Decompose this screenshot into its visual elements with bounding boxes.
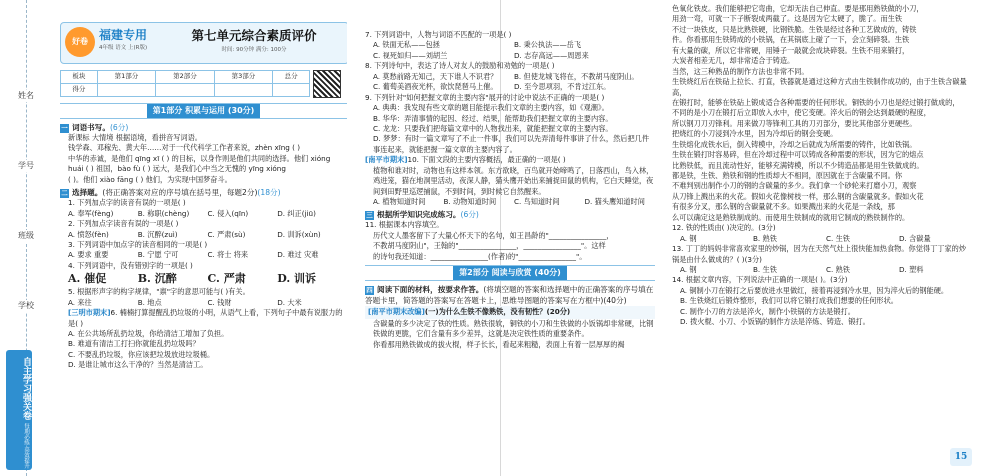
passage-line: 不难判别出制作小刀的钢的含碳量的多少。我们拿一个砂轮来打磨小刀，观察 [672, 181, 917, 191]
option[interactable]: C. 鸟知道时间 [514, 197, 560, 206]
score-cell: 得分 [61, 84, 98, 97]
option[interactable]: B. 沉醉(zuì) [137, 229, 178, 239]
options [60, 230, 347, 240]
section-3-title: 三 根据所学知识完成练习。(6分) [366, 210, 479, 220]
passage-line: 有很多分叉，那么钢的含碳量就不多。如果溅出来的火花是一条线，那 [672, 202, 895, 212]
option[interactable]: C. 将士 将来 [207, 250, 249, 260]
paper-title: 第七单元综合素质评价 [191, 28, 317, 43]
s1-line: 中华的赤诚，是他们 qīng xī ( ) 的目标，以身作则是他们共同的选择。他们 xióng [68, 153, 331, 163]
options [60, 209, 347, 219]
option[interactable]: C. 侵入(qīn) [207, 208, 249, 218]
option[interactable]: A. 来往 [68, 297, 92, 307]
option[interactable]: D. 纠正(jiū) [277, 208, 316, 218]
option[interactable]: C. 视死如归——刘胡兰 [373, 50, 448, 60]
option[interactable]: A. 典典：我发现有些文章的题目能提示我们文章的主要内容，如《观潮》。 [373, 103, 609, 113]
passage-line: 件。你看那用生铁铸成的小铁锅，在其锅底上碰了一下，会立刻碎裂。生铁 [672, 35, 910, 45]
option[interactable]: D. 拨火棍、小刀、小饭锅的制作方法是淬炼、铸造、锻打。 [680, 317, 870, 327]
score-cell: 第2部分 [156, 71, 214, 84]
option[interactable]: B. 动物知道时间 [443, 197, 497, 206]
option[interactable]: C. 葡萄美酒夜光杯，欲饮琵琶马上催。 [373, 82, 498, 92]
option[interactable]: C. 严肃 [207, 272, 246, 286]
school-label: 学校 [18, 301, 34, 310]
question: 13. 丁丁的妈妈非常喜欢家里的炒锅，因为在天然气灶上很快能加热食物。你觉得丁丁家的炒锅是由什么做成的？( )(3分) [672, 244, 967, 264]
option[interactable]: C. 龙龙：只要我们把每篇文章中的人物找出来，就能把握文章的主要内容。 [373, 123, 613, 133]
score-cell: 总分 [273, 71, 310, 84]
question: 9. 下列针对"如何把握文章的主要内容"展开的讨论中说法不正确的一项是( ) [365, 92, 605, 102]
option[interactable]: D. 志存高远——周恩来 [514, 50, 589, 60]
option[interactable]: D. 是谁让城市这么干净的？当然是清洁工。 [68, 360, 208, 370]
fill-line[interactable]: 不教胡马度阴山"，王翰的"________________，________________"。这样 [373, 241, 606, 251]
option[interactable]: D. 塑料 [899, 264, 924, 274]
score-table [60, 70, 310, 97]
passage-line: 么可以确定这是熟铁制成的。而使用生铁制成的就用它制成的熟铁制作的。 [672, 212, 910, 222]
options [60, 298, 347, 308]
passage-line: 比熟铁低，而且流动性好，能够充满铸模，所以不少铸造品都是用生铁做成的。 [672, 160, 924, 170]
option[interactable]: C. 熟铁 [826, 264, 850, 274]
questions-block [672, 223, 972, 327]
name-label: 姓名 [18, 91, 34, 100]
passage-line: 用劲一弯，可就一下子断裂成两截了。这是因为它太硬了，脆了。而生铁 [672, 14, 903, 24]
source-tag: [三明市期末] [68, 308, 111, 318]
option[interactable]: B. 华华：弄清事情的起因、经过、结果，能帮助我们把握文章的主要内容。 [373, 113, 613, 123]
section-2-title: 二 选择题。(将正确答案对应的序号填在括号里，每题2分)(18分) [61, 188, 281, 198]
part1-label: 第1部分 积累与运用 (30分) [147, 104, 261, 118]
passage: 你看那用熟铁做成的拔火棍，样子长长，看起来粗糙，表面上有着一层厚厚的褐 [373, 339, 625, 349]
score-input[interactable] [273, 84, 310, 97]
page-number: 15 [950, 448, 972, 466]
score-input[interactable] [156, 84, 214, 97]
option[interactable]: D. 含碳量 [899, 233, 931, 243]
section-1-title: 一 词语书写。(6分) [61, 123, 129, 132]
stamp-main: 自主学习强关卷 [21, 357, 31, 421]
option[interactable]: A. 莫愁前路无知己，天下谁人不识君？ [373, 71, 498, 81]
score-header-row [61, 71, 310, 84]
options [60, 250, 347, 260]
question: 7. 下列词语中，人物与词语不匹配的一项是( ) [365, 30, 512, 39]
option[interactable]: D. 猫头鹰知道时间 [584, 197, 645, 206]
passage-line: 生铁熔化成铁水后，倒入铸模中，冷却之后就成为所需要的铸件，比如铁锅。 [672, 139, 917, 149]
binding-strip [0, 0, 56, 476]
passage-line: 都是铁，生铁、熟铁和钢的性质却大不相同，原因就在于含碳量不同。你 [672, 171, 903, 180]
student-id-label: 学号 [18, 161, 34, 170]
question: 3. 下列词语中加点字的读音相同的一项是( ) [68, 239, 208, 249]
paper-meta: 时间: 90分钟 满分: 100分 [221, 47, 287, 53]
series-stamp [6, 350, 32, 470]
option[interactable]: B. 熟铁 [753, 233, 777, 243]
option[interactable]: C. 制作小刀的方法是淬火，制作小铁锅的方法是锻打。 [680, 306, 855, 316]
left-page [60, 0, 347, 476]
passage: 含碳量的多少决定了铁的性质。熟铁很软，铜铁的小刀和生铁做的小饭锅却非常硬，比钢铁做的更脆，它们含量有多少差异，这就是决定铁性质的重要条件。 [373, 318, 654, 339]
option[interactable]: D. 训诉(xùn) [277, 229, 321, 239]
score-cell: 第1部分 [97, 71, 155, 84]
passage-line: 色氧化铁皮。我们能够把它弯曲，它却无法自己伸直。要是那用熟铁做的小刀， [672, 4, 924, 13]
passage-line: 大炭者相差无几，却非常适合于铸造。 [672, 56, 795, 66]
options [672, 265, 972, 275]
stamp-sub: 每期必练·高效提升 [23, 423, 29, 469]
question: 1. 下列加点字的读音有误的一项是( ) [68, 198, 186, 208]
passage-line: 把烧红的小刀浸到冷水里，因为冷却后的钢会变硬。 [672, 129, 838, 139]
passage-line: 所以钢刀刀刃锋利。用来做刀等锋利工具的刀刃部分，要比其他部分更硬些。 [672, 118, 917, 128]
option[interactable]: A. 要求 重要 [68, 250, 109, 260]
part2-label: 第2部分 阅读与欣赏 (40分) [453, 266, 567, 280]
options [365, 197, 655, 207]
part2-banner [365, 265, 655, 281]
option[interactable]: A. 奉军(fèng) [68, 208, 114, 218]
question: 5. 根据形声字的构字规律，"禀"字的意思可能与( )有关。 [68, 287, 250, 297]
option[interactable]: B. 生铁 [753, 264, 777, 274]
option[interactable]: B. 秉公执法——岳飞 [514, 40, 582, 50]
middle-column [365, 0, 655, 476]
option[interactable]: A. 钢 [680, 264, 697, 274]
score-value-row [61, 84, 310, 97]
option[interactable]: C. 生铁 [826, 233, 850, 243]
passage-line: 不同的是小刀在锻打后立即放入水中，使它变硬。淬火后的钢会达到最硬的程度， [672, 108, 931, 118]
s1-line: 钱学森、邓稼先、黄大年……对于一代代科学工作者来说，zhèn xīng ( ) [68, 143, 301, 153]
source-tag: [南平市期末改编] [368, 307, 425, 317]
option[interactable]: D. 至今思项羽，不肯过江东。 [514, 82, 611, 92]
option[interactable]: B. 沉醉 [137, 272, 177, 286]
option[interactable]: D. 大米 [277, 297, 302, 307]
s1-line: huái ( ) 祖国，bào fù ( ) 远大，是我们心中当之无愧的 yīng xióng [68, 164, 286, 174]
option[interactable]: A. 催促 [68, 272, 107, 286]
fill-line[interactable]: 的诗句我还知道：________________(作者)的"________________"。 [373, 251, 587, 261]
section-4-title: 四 阅读下面的材料，按要求作答。(将填空题的答案和选择题中的正确答案的序号填在答题卡里，简答题的答案写在答题卡上，思维导图题的答案写在方框中)(40分) [365, 285, 654, 306]
option[interactable]: B. 生铁烧红后锻炸整形，我们可以将它锻打成我们想要的任何形状。 [680, 296, 898, 306]
question: 12. 铁的性质由( )决定的。(3分) [672, 223, 776, 233]
option[interactable]: B. 宁愿 宁可 [137, 250, 179, 260]
part1-banner [60, 103, 347, 119]
options [365, 72, 655, 93]
s1-line: ( )。他们 xiào fāng ( ) 他们，为实现中国梦奋斗。 [68, 174, 232, 184]
option[interactable]: A. 植物知道时间 [373, 197, 426, 206]
class-label: 班级 [18, 231, 34, 240]
score-input[interactable] [97, 84, 155, 97]
option[interactable]: C. 不要乱扔垃圾，你应该把垃圾放进垃圾桶。 [68, 349, 215, 359]
grade-subject: 4年级 语文 上(R版) [99, 45, 148, 51]
option[interactable]: B. 地点 [137, 297, 162, 307]
part1-block [60, 100, 347, 371]
passage-line: 有大量的碳，所以它非常硬，用锤子一敲就会成块碎裂。生铁不用来锻打， [672, 45, 910, 55]
question: 8. 下列诗句中，表达了诗人对友人的鼓励和劝勉的一项是( ) [365, 61, 555, 71]
option[interactable]: C. 钱财 [207, 297, 232, 307]
score-cell: 第3部分 [214, 71, 272, 84]
option[interactable]: B. 难道有清洁工打扫你就能乱扔垃圾吗？ [68, 339, 200, 349]
right-column [672, 0, 972, 476]
option[interactable]: D. 梦梦：有时一篇文章写了不止一件事，我们可以先弄清每件事讲了什么，然后把几件事连起来，就能把握一篇文章的主要内容了。 [373, 134, 650, 154]
source-tag: [南平市期末] [365, 155, 408, 165]
question: 11. 根据课本内容填空。 [365, 220, 444, 230]
option[interactable]: A. 在公共场所乱扔垃圾，你给清洁工增加了负担。 [68, 328, 229, 338]
option[interactable]: A. 铜制小刀在锻打之后要放进水里做红，接着再浸到冷水里，因为淬火后的钢能硬。 [680, 285, 949, 295]
score-cell: 板块 [61, 71, 98, 84]
option[interactable]: D. 训诉 [277, 272, 317, 286]
paper-header [60, 22, 347, 64]
brand-logo: 好卷 [65, 27, 95, 57]
reading-title: [南平市期末改编](一)为什么生铁不像熟铁，没有韧性？(20分) [365, 306, 655, 318]
passage: 植物和谁对时，动物也有这样本领。东方欲晓，百鸟就开始啼鸣了，日落西山，鸟入林，鸡进笼，猫在地洞里活动，夜深人静，猫头鹰开始出来捕捉田鼠的机构，它白天睡觉，夜间到田野里巡逻捕鼠，不到时间，到时候它自然醒来。 [373, 165, 654, 196]
brand-name: 福建专用 [99, 28, 148, 42]
score-input[interactable] [214, 84, 272, 97]
option[interactable]: A. 愤怒(fèn) [68, 229, 109, 239]
option[interactable]: A. 钢 [680, 233, 697, 243]
question: [南平市期末]10. 下面文段的主要内容概括，最正确的一项是( ) [365, 155, 566, 165]
options [365, 40, 655, 61]
option[interactable]: B. 但使龙城飞将在，不教胡马度阴山。 [514, 71, 639, 81]
fill-line[interactable]: 历代文人墨客留下了大量心怀天下的名句，如王昌龄的"________________， [373, 230, 614, 240]
passage-line: 生铁烧红后在铁砧上拉长、打直，铁器就是通过这种方式由生铁制作成功的，由于生铁含碳量高， [672, 77, 967, 97]
passage-line: 从刀锋上溅出来的火花。假如火花像树枝一样，那么钢的含碳量就多。假如火花 [672, 191, 924, 201]
passage-continued [672, 4, 972, 223]
options [672, 234, 972, 244]
question: 14. 根据文章内容，下列说法中正确的一项是( )。(3分) [672, 275, 848, 285]
option[interactable]: A. 铁面无私——包拯 [373, 40, 440, 50]
passage-line: 在锻打时，能够在铁砧上锻成适合各种需要的任何形状。铜铁的小刀也是经过锻打做成的， [672, 97, 960, 107]
option[interactable]: D. 难过 灾难 [277, 250, 319, 260]
option[interactable]: C. 严肃(sù) [207, 229, 246, 239]
question: [三明市期末]6. 楠楠打算提醒乱扔垃圾的小明，从语气上看，下列句子中最有说服力的是( ) [68, 308, 343, 328]
question: 2. 下列加点字读音有误的一项是( ) [68, 219, 179, 229]
qr-code[interactable] [313, 70, 341, 98]
passage-line: 当然，这三种熟品的制作方法也非常不同。 [672, 66, 809, 76]
s1-instruction: 新课标 大情境 根据语境，看拼音写词语。 [68, 133, 202, 142]
passage-line: 不过一块铁皮，只是比熟铁硬，比钢铁脆。生铁是经过各种工艺做成的，铸铁 [672, 24, 917, 34]
passage-line: 生铁在锻打时容易碎，但在冷却过程中可以铸成各种需要的形状，因为它的熔点 [672, 150, 924, 160]
calligraphy-options [60, 271, 347, 287]
question: 4. 下列词语中，没有错别字的一项是( ) [68, 260, 193, 270]
option[interactable]: B. 称职(chèng) [137, 208, 190, 218]
